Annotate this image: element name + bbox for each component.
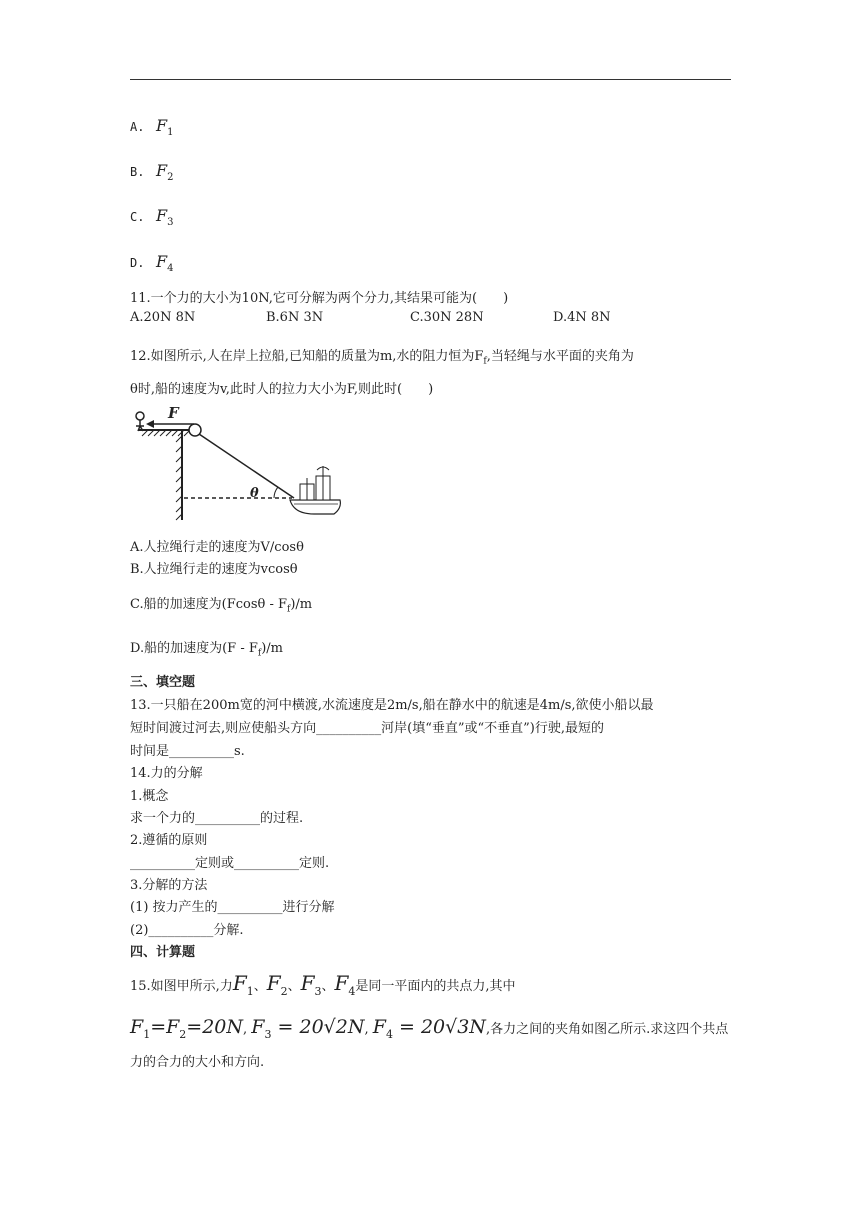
q15-line1: 15.如图甲所示,力$F_1$、$F_2$、$F_3$、$F_4$是同一平面内的共点力,其中 bbox=[130, 971, 516, 998]
q12-option-b: B.人拉绳行走的速度为vcosθ bbox=[130, 562, 298, 577]
section-4-heading: 四、计算题 bbox=[130, 945, 196, 960]
q14-title: 14.力的分解 bbox=[130, 766, 203, 781]
q14-h1: 1.概念 bbox=[130, 789, 169, 804]
q12-stem-line1: 12.如图所示,人在岸上拉船,已知船的质量为m,水的阻力恒为$F_f$,当轻绳与水平面的夹角为 bbox=[130, 349, 634, 367]
q14-h3: 3.分解的方法 bbox=[130, 878, 208, 893]
angle-arc bbox=[274, 487, 278, 498]
q14-l1: 求一个力的__________的过程. bbox=[130, 811, 304, 826]
force-arrowhead bbox=[146, 420, 154, 428]
q14-l4: (2)__________分解. bbox=[130, 923, 244, 938]
boat-hull bbox=[290, 500, 340, 514]
q10-option-b: B. $F_2$ bbox=[130, 161, 174, 184]
q13-line3: 时间是__________s. bbox=[130, 744, 245, 759]
q12-option-a: A.人拉绳行走的速度为V/cosθ bbox=[130, 540, 304, 555]
q14-l3: (1) 按力产生的__________进行分解 bbox=[130, 900, 335, 915]
q11-option-d: D.4N 8N bbox=[553, 310, 611, 325]
q15-line3: 力的合力的大小和方向. bbox=[130, 1055, 265, 1070]
q13-line1: 13.一只船在200m宽的河中横渡,水流速度是2m/s,船在静水中的航速是4m/s,欲使小船以最 bbox=[130, 698, 654, 713]
q10-option-c: C. $F_3$ bbox=[130, 206, 174, 229]
q10-option-d: D. $F_4$ bbox=[130, 252, 174, 275]
q12-option-c: C.船的加速度为$(Fcos\theta - F_f)/m$ bbox=[130, 597, 313, 615]
q11-stem: 11.一个力的大小为10N,它可分解为两个分力,其结果可能为( ) bbox=[130, 291, 509, 306]
q14-l2: __________定则或__________定则. bbox=[130, 856, 330, 871]
q12-stem-line2: θ时,船的速度为v,此时人的拉力大小为F,则此时( ) bbox=[130, 382, 434, 397]
q10-option-a: A. $F_1$ bbox=[130, 116, 174, 139]
q14-h2: 2.遵循的原则 bbox=[130, 833, 208, 848]
q11-option-c: C.30N 28N bbox=[410, 310, 484, 325]
force-label: F bbox=[168, 404, 179, 422]
q12-option-d: D.船的加速度为$(F - F_f)/m$ bbox=[130, 641, 283, 659]
rope bbox=[199, 434, 294, 498]
q13-line2: 短时间渡过河去,则应使船头方向__________河岸(填“垂直”或“不垂直”)行驶,最短的 bbox=[130, 721, 604, 736]
boat-pulling-figure bbox=[134, 404, 344, 522]
section-3-heading: 三、填空题 bbox=[130, 675, 196, 690]
q11-option-b: B.6N 3N bbox=[266, 310, 324, 325]
header-rule bbox=[130, 79, 731, 80]
person-head bbox=[136, 412, 144, 420]
q11-option-a: A.20N 8N bbox=[130, 310, 196, 325]
q15-line2: $F_1=F_2=20N$, $F_3 = 20√2N$, $F_4 = 20√3N$,各力之间的夹角如图乙所示.求这四个共点 bbox=[130, 1016, 729, 1041]
theta-label: θ bbox=[250, 486, 259, 501]
